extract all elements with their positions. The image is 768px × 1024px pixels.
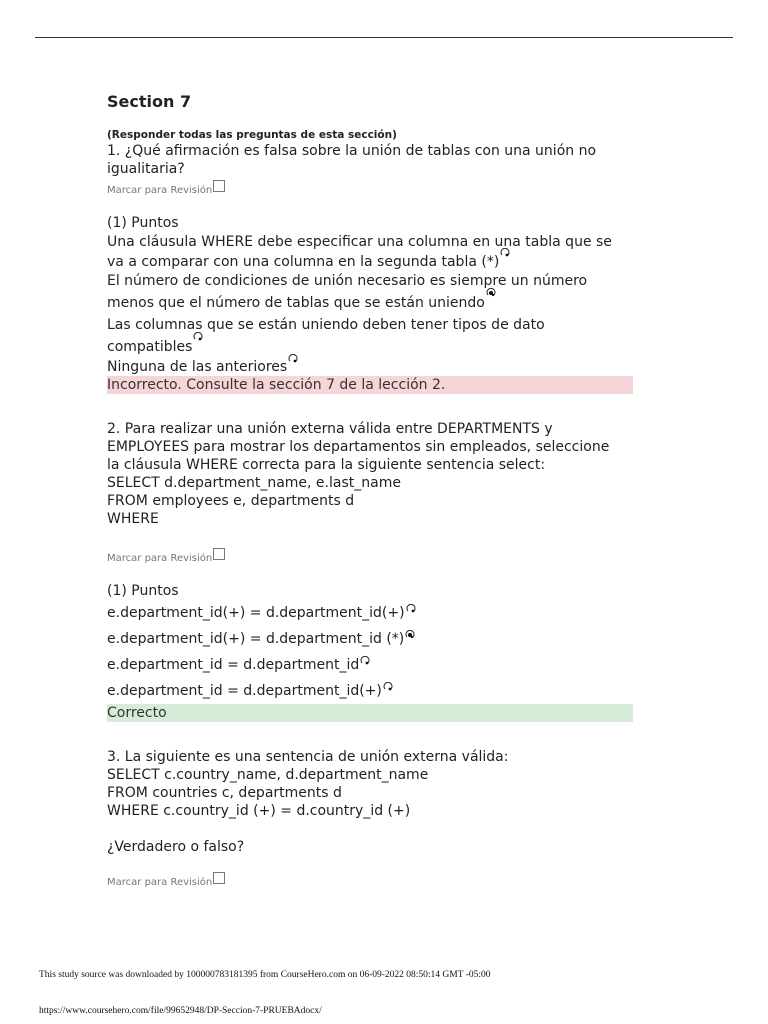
answer-text: El número de condiciones de unión necesario es siempre un número menos que el número de tablas que se están uniendo <box>107 273 588 311</box>
feedback-incorrect: Incorrecto. Consulte la sección 7 de la lección 2. <box>107 376 633 394</box>
points-label: (1) Puntos <box>107 583 179 599</box>
section-title: Section 7 <box>107 92 192 111</box>
answer-text: e.department_id(+) = d.department_id (*) <box>107 631 405 647</box>
mark-review-label: Marcar para Revisión <box>107 877 213 888</box>
radio-unselected-icon[interactable] <box>500 248 510 258</box>
feedback-correct: Correcto <box>107 704 633 722</box>
answer-text: e.department_id = d.department_id <box>107 657 360 673</box>
answer-text: e.department_id(+) = d.department_id(+) <box>107 605 405 621</box>
answer-option <box>107 232 667 270</box>
radio-selected-icon[interactable] <box>405 630 415 640</box>
answer-text: e.department_id = d.department_id(+) <box>107 683 382 699</box>
answer-option <box>107 358 667 376</box>
source-url: https://www.coursehero.com/file/99652948/DP-Seccion-7-PRUEBAdocx/ <box>39 1006 322 1016</box>
top-divider <box>35 37 733 38</box>
answer-text: Las columnas que se están uniendo deben tener tipos de dato compatibles <box>107 317 545 355</box>
answer-option <box>107 626 667 652</box>
question-1-text: 1. ¿Qué afirmación es falsa sobre la unión de tablas con una unión no igualitaria? <box>107 143 597 177</box>
quiz-content <box>107 90 667 896</box>
question-1 <box>107 142 667 394</box>
question-2-text: 2. Para realizar una unión externa válida entre DEPARTMENTS y EMPLOYEES para mostrar los departamentos sin empleados, seleccione la cláusula WHERE correcta para la siguiente sentencia select: SELECT d.department_name, e.last_name FROM employees e, departments d WHERE <box>107 421 610 527</box>
radio-selected-icon[interactable] <box>486 288 496 298</box>
section-instructions: (Responder todas las preguntas de esta sección) <box>107 129 397 141</box>
answer-option <box>107 314 667 358</box>
radio-unselected-icon[interactable] <box>193 332 203 342</box>
answer-text: Ninguna de las anteriores <box>107 359 288 375</box>
mark-review-checkbox[interactable] <box>213 180 225 192</box>
radio-unselected-icon[interactable] <box>406 604 416 614</box>
question-3 <box>107 748 667 896</box>
answer-option <box>107 652 667 678</box>
mark-review-3 <box>107 870 667 896</box>
mark-review-label: Marcar para Revisión <box>107 553 213 564</box>
radio-unselected-icon[interactable] <box>383 682 393 692</box>
radio-unselected-icon[interactable] <box>288 354 298 364</box>
question-2 <box>107 420 667 722</box>
answer-text: Una cláusula WHERE debe especificar una columna en una tabla que se va a comparar con una columna en la segunda tabla (*) <box>107 234 612 270</box>
mark-review-checkbox[interactable] <box>213 872 225 884</box>
mark-review-checkbox[interactable] <box>213 548 225 560</box>
download-source-note: This study source was downloaded by 100000783181395 from CourseHero.com on 06-09-2022 08:50:14 GMT -05:00 <box>39 970 491 980</box>
question-3-text: 3. La siguiente es una sentencia de unión externa válida: SELECT c.country_name, d.department_name FROM countries c, departments d WHERE c.country_id (+) = d.country_id (+) ¿Verdadero o falso? <box>107 749 509 855</box>
answer-option <box>107 600 667 626</box>
radio-unselected-icon[interactable] <box>360 656 370 666</box>
mark-review-2 <box>107 546 667 572</box>
answer-option <box>107 270 667 314</box>
points-label: (1) Puntos <box>107 215 179 231</box>
answer-option <box>107 678 667 704</box>
mark-review-1 <box>107 178 667 204</box>
mark-review-label: Marcar para Revisión <box>107 185 213 196</box>
